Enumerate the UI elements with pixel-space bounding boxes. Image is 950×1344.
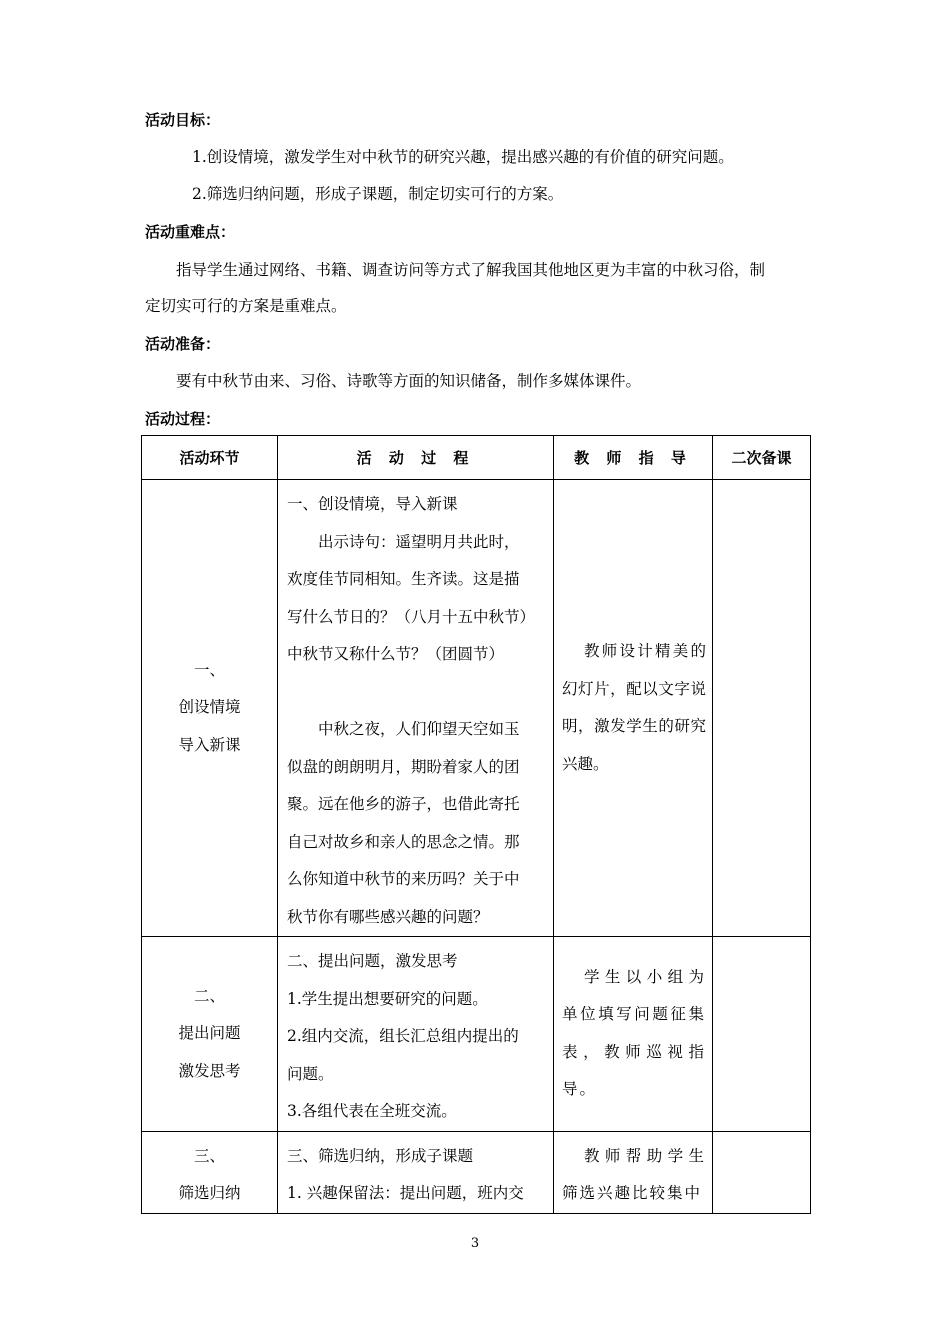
table-row — [142, 1131, 811, 1213]
stage-name-line1: 创设情境 — [178, 698, 241, 717]
stage-number: 一、 — [193, 660, 225, 679]
header-second-prep: 二次备课 — [713, 436, 811, 480]
guidance-text: 学生以小组为单位填写问题征集表，教师巡视指导。 — [562, 967, 706, 1099]
table-row — [142, 937, 811, 1132]
guidance-text: 教师帮助学生筛选兴趣比较集中 — [562, 1146, 706, 1202]
stage-name-line2: 导入新课 — [178, 735, 241, 754]
process-line: 中秋之夜，人们仰望天空如玉 — [318, 720, 520, 738]
stage-number: 二、 — [193, 986, 225, 1005]
process-line: 1. 兴趣保留法：提出问题，班内交 — [287, 1184, 524, 1202]
process-line: 写什么节日的？（八月十五中秋节） — [287, 607, 536, 626]
table-row — [142, 480, 811, 937]
process-line: 中秋节又称什么节？（团圆节） — [287, 645, 505, 663]
guidance-cell — [554, 937, 713, 1132]
process-cell — [278, 937, 554, 1132]
activity-table — [141, 435, 811, 1214]
process-line: 聚。远在他乡的游子，也借此寄托 — [287, 795, 520, 813]
header-process: 活 动 过 程 — [278, 436, 554, 480]
guidance-cell — [554, 1131, 713, 1213]
second-prep-cell — [713, 1131, 811, 1213]
stage-cell — [142, 937, 278, 1132]
difficulty-text-line2: 定切实可行的方案是重难点。 — [145, 297, 347, 315]
difficulty-heading: 活动重难点： — [145, 223, 236, 241]
process-cell — [278, 480, 554, 937]
header-stage: 活动环节 — [142, 436, 278, 480]
goal-item-2: 2.筛选归纳问题，形成子课题，制定切实可行的方案。 — [192, 185, 564, 203]
stage-number: 三、 — [193, 1146, 225, 1165]
stage-name-line2: 激发思考 — [178, 1061, 241, 1080]
second-prep-cell — [713, 937, 811, 1132]
process-line: 3.各组代表在全班交流。 — [287, 1102, 457, 1120]
process-cell — [278, 1131, 554, 1213]
process-line: 一、创设情境，导入新课 — [287, 495, 458, 513]
preparation-text: 要有中秋节由来、习俗、诗歌等方面的知识储备，制作多媒体课件。 — [176, 372, 642, 390]
table-header-row — [142, 436, 811, 480]
process-line: 出示诗句：遥望明月共此时， — [318, 532, 520, 551]
difficulty-text-line1: 指导学生通过网络、书籍、调查访问等方式了解我国其他地区更为丰富的中秋习俗，制 — [176, 261, 766, 279]
stage-cell — [142, 480, 278, 937]
stage-cell — [142, 1131, 278, 1213]
process-line: 2.组内交流，组长汇总组内提出的 — [287, 1027, 519, 1045]
process-line: 似盘的朗朗明月，期盼着家人的团 — [287, 757, 520, 776]
goal-heading: 活动目标： — [145, 111, 221, 129]
process-line: 问题。 — [287, 1064, 334, 1083]
guidance-cell — [554, 480, 713, 937]
process-line: 自己对故乡和亲人的思念之情。那 — [287, 832, 520, 851]
process-line: 欢度佳节同相知。生齐读。这是描 — [287, 570, 520, 588]
stage-name-line1: 提出问题 — [178, 1024, 241, 1042]
preparation-heading: 活动准备： — [145, 335, 221, 353]
process-line: 二、提出问题，激发思考 — [287, 952, 458, 970]
stage-name-line1: 筛选归纳 — [178, 1184, 241, 1202]
second-prep-cell — [713, 480, 811, 937]
process-blank-line — [287, 674, 547, 712]
guidance-text: 教师设计精美的幻灯片，配以文字说明，激发学生的研究兴趣。 — [562, 642, 706, 773]
process-line: 1.学生提出想要研究的问题。 — [287, 989, 488, 1008]
goal-item-1: 1.创设情境，激发学生对中秋节的研究兴趣，提出感兴趣的有价值的研究问题。 — [192, 148, 734, 166]
process-line: 三、筛选归纳，形成子课题 — [287, 1146, 474, 1165]
process-heading: 活动过程： — [145, 410, 221, 428]
page-number: 3 — [470, 1236, 480, 1251]
header-guidance: 教 师 指 导 — [554, 436, 713, 480]
process-line: 秋节你有哪些感兴趣的问题？ — [287, 907, 489, 926]
process-line: 么你知道中秋节的来历吗？关于中 — [287, 870, 520, 888]
